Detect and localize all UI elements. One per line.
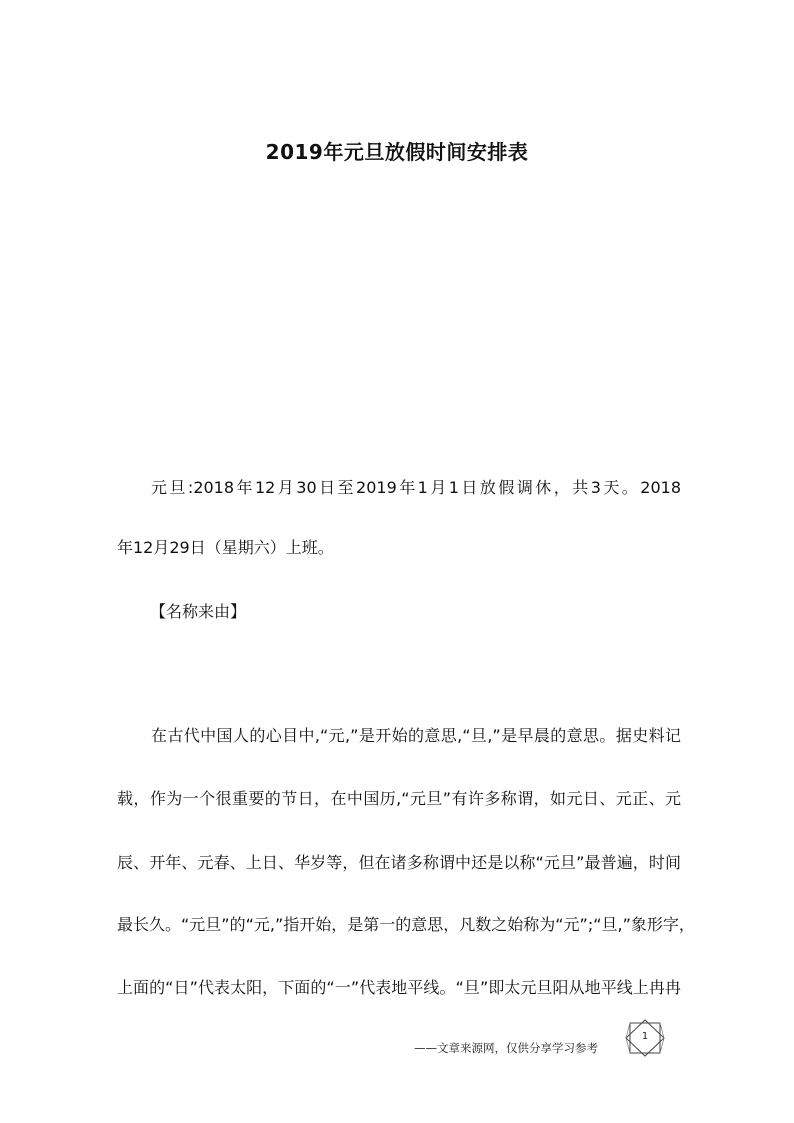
footer-source-text: ——文章来源网，仅供分享学习参考 [414, 1041, 598, 1055]
schedule-line-2: 年12月29日（星期六）上班。 [117, 538, 334, 557]
schedule-line-1: 元旦:2018年12月30日至2019年1月1日放假调休，共3天。2018 [151, 478, 681, 497]
page-number-badge [624, 1018, 666, 1058]
document-title: 2019年元旦放假时间安排表 [265, 140, 529, 164]
origin-line-4: 最长久。“元旦”的“元,”指开始，是第一的意思，凡数之始称为“元”;“旦,”象形字， [117, 915, 695, 934]
page-number: 1 [641, 1031, 649, 1042]
origin-line-5: 上面的“日”代表太阳，下面的“一”代表地平线。“旦”即太元旦阳从地平线上冉冉 [117, 978, 681, 997]
origin-line-2: 载，作为一个很重要的节日，在中国历,“元旦”有许多称谓，如元日、元正、元 [117, 789, 681, 808]
section-heading: 【名称来由】 [150, 602, 247, 621]
origin-line-3: 辰、开年、元春、上日、华岁等，但在诸多称谓中还是以称“元旦”最普遍，时间 [117, 853, 681, 872]
origin-line-1: 在古代中国人的心目中,“元,”是开始的意思,“旦,”是早晨的意思。据史料记 [151, 726, 681, 745]
